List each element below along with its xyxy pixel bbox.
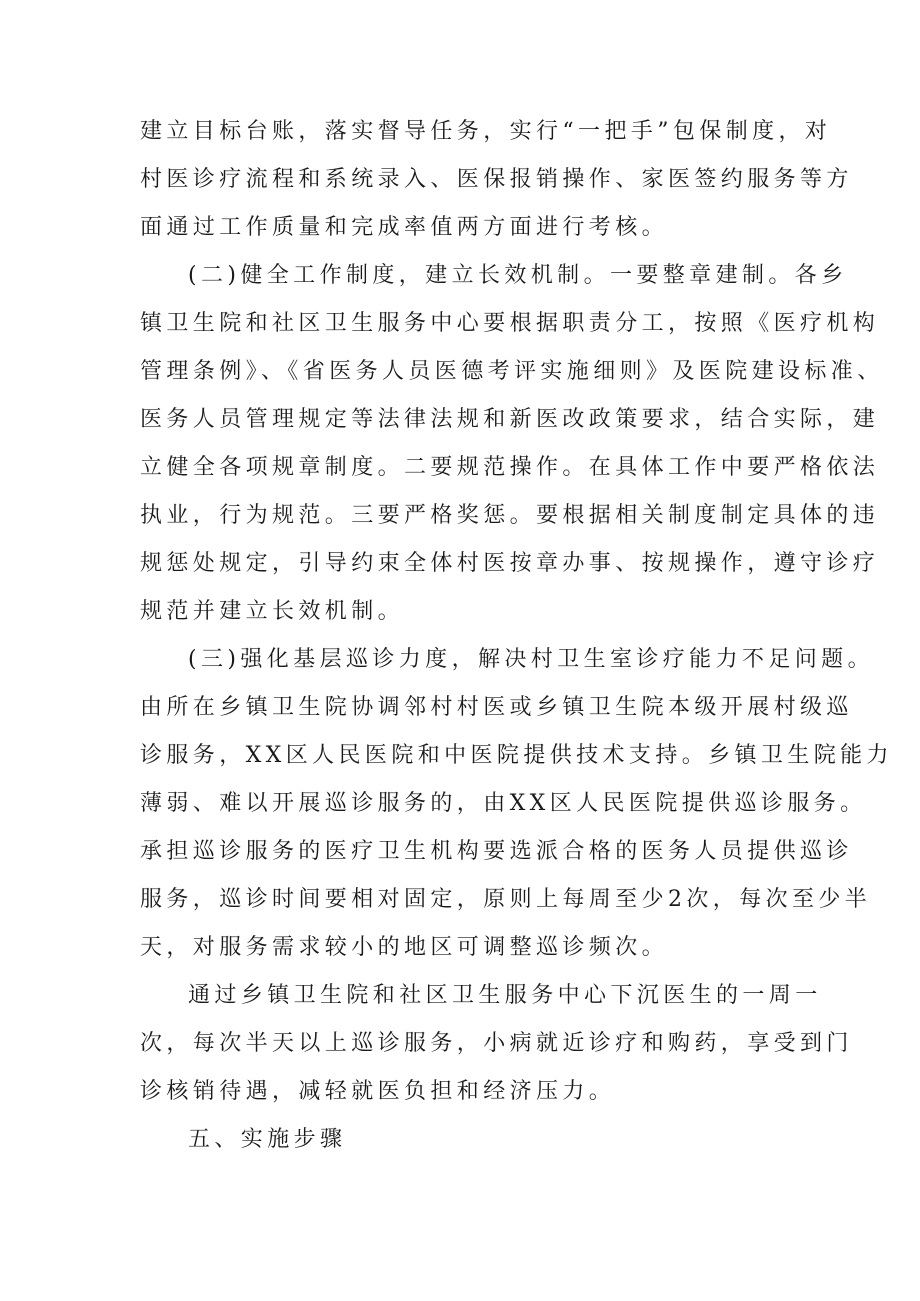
paragraph-3-line-4: 薄弱、难以开展巡诊服务的，由XX区人民医院提供巡诊服务。	[140, 791, 867, 816]
paragraph-2-line-6: 执业，行为规范。三要严格奖惩。要根据相关制度制定具体的违	[140, 503, 880, 528]
paragraph-2-line-2: 镇卫生院和社区卫生服务中心要根据职责分工，按照《医疗机构	[140, 311, 880, 336]
paragraph-2-line-8: 规范并建立长效机制。	[140, 599, 405, 624]
paragraph-3-line-7: 天，对服务需求较小的地区可调整巡诊频次。	[140, 935, 669, 960]
paragraph-3-line-5: 承担巡诊服务的医疗卫生机构要选派合格的医务人员提供巡诊	[140, 839, 853, 864]
paragraph-4-line-1: 通过乡镇卫生院和社区卫生服务中心下沉医生的一周一	[188, 983, 822, 1008]
paragraph-2-line-7: 规惩处规定，引导约束全体村医按章办事、按规操作，遵守诊疗	[140, 551, 880, 576]
paragraph-2-line-5: 立健全各项规章制度。二要规范操作。在具体工作中要严格依法	[140, 455, 880, 480]
section-heading-5: 五、实施步骤	[188, 1127, 347, 1152]
paragraph-1-line-2: 村医诊疗流程和系统录入、医保报销操作、家医签约服务等方	[140, 167, 853, 192]
paragraph-2-line-3: 管理条例》、《省医务人员医德考评实施细则》及医院建设标准、	[140, 359, 884, 384]
paragraph-3-line-1: (三)强化基层巡诊力度，解决村卫生室诊疗能力不足问题。	[188, 647, 874, 672]
paragraph-4-line-2: 次，每次半天以上巡诊服务，小病就近诊疗和购药，享受到门	[140, 1031, 853, 1056]
paragraph-2-line-4: 医务人员管理规定等法律法规和新医改政策要求，结合实际，建	[140, 407, 880, 432]
paragraph-1-line-3: 面通过工作质量和完成率值两方面进行考核。	[140, 215, 669, 240]
paragraph-3-line-2: 由所在乡镇卫生院协调邻村村医或乡镇卫生院本级开展村级巡	[140, 695, 853, 720]
paragraph-4-line-3: 诊核销待遇，减轻就医负担和经济压力。	[140, 1079, 616, 1104]
paragraph-1-line-1: 建立目标台账，落实督导任务，实行“一把手”包保制度，对	[140, 119, 832, 144]
paragraph-3-line-6: 服务，巡诊时间要相对固定，原则上每周至少2次，每次至少半	[140, 887, 872, 912]
paragraph-2-line-1: (二)健全工作制度，建立长效机制。一要整章建制。各乡	[188, 263, 848, 288]
paragraph-3-line-3: 诊服务，XX区人民医院和中医院提供技术支持。乡镇卫生院能力	[140, 743, 893, 768]
